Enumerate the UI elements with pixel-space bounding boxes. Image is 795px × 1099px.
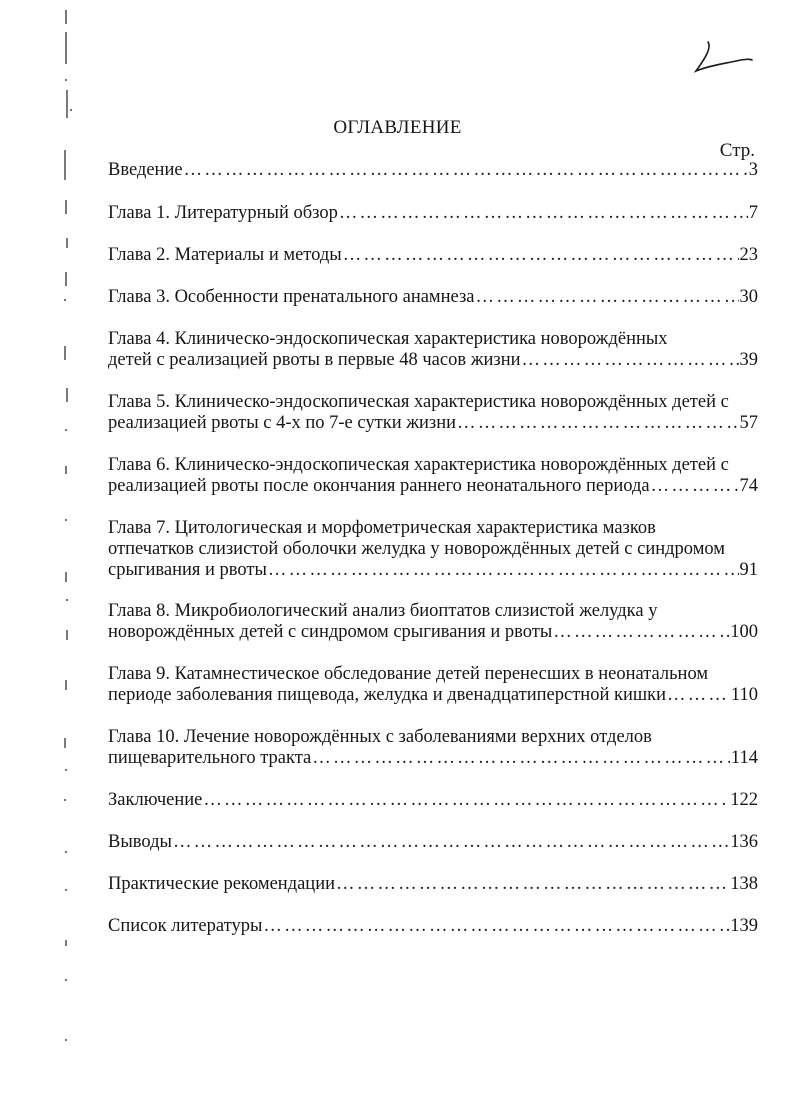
toc-entry-page-number: 138 <box>730 874 758 894</box>
dot-leader <box>457 413 738 434</box>
toc-entry-line: Глава 5. Клиническо-эндоскопическая характеристика новорождённых детей с <box>108 392 729 412</box>
toc-entry-last-line <box>108 287 758 308</box>
toc-entry <box>108 245 758 266</box>
toc-entry-text: Глава 1. Литературный обзор <box>108 203 338 223</box>
toc-entry-text: Введение <box>108 160 183 180</box>
toc-entry-line: Глава 7. Цитологическая и морфометрическая характеристика мазков <box>108 518 656 538</box>
toc-entry-last-line <box>108 832 758 853</box>
dot-leader <box>343 245 739 266</box>
toc-entry-page-number: 122 <box>730 790 758 810</box>
dot-leader <box>522 350 739 371</box>
toc-entry <box>108 455 758 497</box>
dot-leader <box>184 160 748 181</box>
toc-entry <box>108 329 758 371</box>
toc-entry-line: отпечатков слизистой оболочки желудка у новорождённых детей с синдромом <box>108 539 726 559</box>
toc-entry-page-number: 100 <box>730 622 758 642</box>
toc-entry-page-number: 30 <box>739 287 758 307</box>
toc-entry-page-number: 91 <box>739 560 758 580</box>
toc-entry-text: Глава 3. Особенности пренатального анамнеза <box>108 287 475 307</box>
toc-entry-page-number: 139 <box>730 916 758 936</box>
toc-entry-last-line <box>108 685 758 706</box>
toc-entry <box>108 664 758 706</box>
toc-entry-text: новорождённых детей с синдромом срыгивания и рвоты <box>108 622 553 642</box>
toc-entry <box>108 203 758 224</box>
toc-entry-text: Глава 2. Материалы и методы <box>108 245 342 265</box>
toc-entry <box>108 916 758 937</box>
toc-entry-last-line <box>108 748 758 769</box>
toc-entry-last-line <box>108 160 758 181</box>
dot-leader <box>336 874 729 895</box>
toc-entry-line: Глава 6. Клиническо-эндоскопическая характеристика новорождённых детей с <box>108 455 729 475</box>
toc-entry <box>108 727 758 769</box>
toc-entry <box>108 601 758 643</box>
toc-entry-text: периоде заболевания пищевода, желудка и двенадцатиперстной кишки <box>108 685 666 705</box>
toc-entry <box>108 874 758 895</box>
toc-entry-line: Глава 9. Катамнестическое обследование детей перенесших в неонатальном <box>108 664 709 684</box>
toc-entry-text: детей с реализацией рвоты в первые 48 часов жизни <box>108 350 521 370</box>
toc-entry <box>108 832 758 853</box>
toc-title: ОГЛАВЛЕНИЕ <box>333 117 462 138</box>
toc-entry <box>108 160 758 181</box>
toc-entry-page-number: 3 <box>748 160 758 180</box>
dot-leader <box>476 287 739 308</box>
dot-leader <box>312 748 730 769</box>
toc-entry-text: реализацией рвоты после окончания раннего неонатального периода <box>108 476 650 496</box>
toc-entry-last-line <box>108 203 758 224</box>
toc-entry-line: Глава 8. Микробиологический анализ биоптатов слизистой желудка у <box>108 601 658 621</box>
toc-entry-last-line <box>108 874 758 895</box>
toc-entry <box>108 392 758 434</box>
scan-edge-artifacts <box>60 0 74 1099</box>
toc-entry-page-number: 57 <box>739 413 758 433</box>
toc-entry-last-line <box>108 916 758 937</box>
toc-entry-page-number: 23 <box>739 245 758 265</box>
toc-entry-text: Практические рекомендации <box>108 874 336 894</box>
toc-entry-page-number: 136 <box>730 832 758 852</box>
toc-entry <box>108 790 758 811</box>
toc-entry <box>108 518 758 581</box>
toc-entry-page-number: 39 <box>739 350 758 370</box>
toc-entry-text: пищеварительного тракта <box>108 748 312 768</box>
toc-entry-last-line <box>108 790 758 811</box>
dot-leader <box>263 916 729 937</box>
page-column-header: Стр. <box>719 140 755 161</box>
toc-entry-last-line <box>108 476 758 497</box>
toc-entry-last-line <box>108 560 758 581</box>
toc-entry-text: срыгивания и рвоты <box>108 560 267 580</box>
handwritten-page-mark <box>690 38 754 78</box>
toc-entry-page-number: 110 <box>730 685 758 705</box>
toc-entry-last-line <box>108 350 758 371</box>
toc-entry-page-number: 7 <box>748 203 758 223</box>
toc-entry-last-line <box>108 622 758 643</box>
dot-leader <box>339 203 748 224</box>
toc-entry-line: Глава 4. Клиническо-эндоскопическая характеристика новорождённых <box>108 329 668 349</box>
toc-entry-text: реализацией рвоты с 4-х по 7-е сутки жизни <box>108 413 457 433</box>
dot-leader <box>651 476 739 497</box>
dot-leader <box>553 622 729 643</box>
dot-leader <box>203 790 729 811</box>
toc-entry-page-number: 74 <box>739 476 758 496</box>
toc-entry <box>108 287 758 308</box>
toc-entry-line: Глава 10. Лечение новорождённых с заболеваниями верхних отделов <box>108 727 652 747</box>
toc-entry-text: Список литературы <box>108 916 263 936</box>
toc-entry-last-line <box>108 245 758 266</box>
toc-entry-text: Заключение <box>108 790 203 810</box>
toc-entry-page-number: 114 <box>730 748 758 768</box>
toc-entry-text: Выводы <box>108 832 172 852</box>
dot-leader <box>268 560 739 581</box>
dot-leader <box>173 832 729 853</box>
toc-entry-last-line <box>108 413 758 434</box>
dot-leader <box>667 685 730 706</box>
